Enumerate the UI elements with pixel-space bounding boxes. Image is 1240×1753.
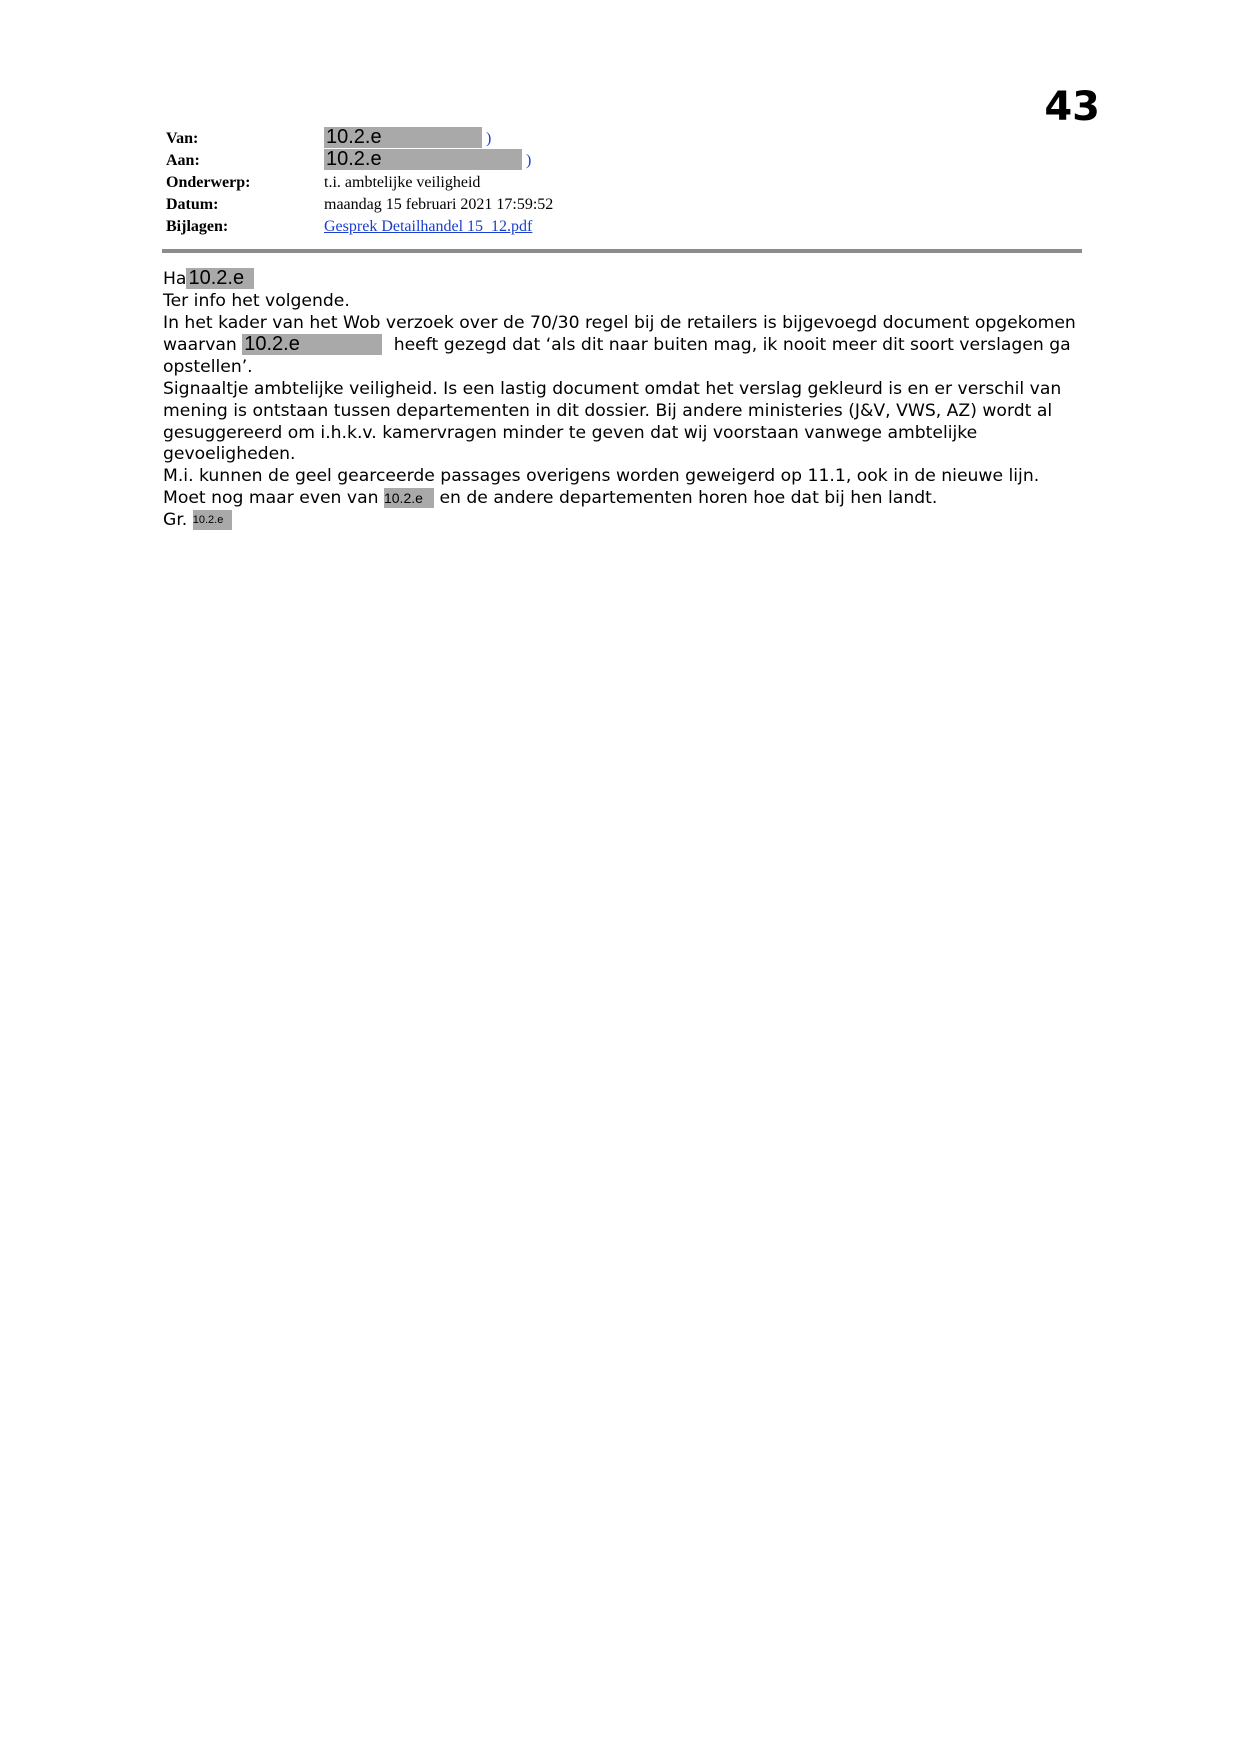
body-paragraph-2 [163,313,1083,379]
from-email-link[interactable]: ) [486,130,492,147]
page-number: 43 [1044,84,1100,130]
to-label: Aan: [166,152,200,169]
closing-prefix: Gr. [163,509,193,530]
greeting [163,268,1083,291]
p4-redaction: 10.2.e [384,488,434,508]
from-row [166,128,1086,150]
email-header [166,128,1086,238]
greeting-prefix: Ha [163,269,187,289]
closing [163,510,1083,532]
p2-text-after: heeft gezegd dat ‘als dit naar buiten mag, ik nooit meer dit soort verslagen ga opstellen’. [163,335,1071,378]
closing-redaction: 10.2.e [193,510,232,530]
attachments-row [166,216,1086,238]
attachments-label: Bijlagen: [166,218,229,235]
date-row [166,194,1086,216]
from-redaction: 10.2.e [324,127,482,148]
subject-value: t.i. ambtelijke veiligheid [324,174,481,191]
p2-redaction: 10.2.e [242,334,382,355]
to-redaction: 10.2.e [324,149,522,170]
attachment-link[interactable]: Gesprek Detailhandel 15_12.pdf [324,218,533,235]
date-label: Datum: [166,196,219,213]
date-value: maandag 15 februari 2021 17:59:52 [324,196,554,213]
p2-text-before: In het kader van het Wob verzoek over de 70/30 regel bij de retailers is bijgevoegd document opgekomen waarvan [163,312,1076,356]
to-email-link[interactable]: ) [526,152,532,169]
body-paragraph-3: Signaaltje ambtelijke veiligheid. Is een lastig document omdat het verslag gekleurd is en er verschil van mening is ontstaan tussen departementen in dit dossier. Bij andere ministeries (J&V, VWS, AZ) wordt al gesuggereerd om i.h.k.v. kamervragen minder te geven dat wij voorstaan vanwege ambtelijke gevoeligheden. [163,378,1062,465]
p4-text-before: M.i. kunnen de geel gearceerde passages overigens worden geweigerd op 11.1, ook in de nieuwe lijn. Moet nog maar even van [163,466,1040,508]
greeting-redaction: 10.2.e [186,268,254,289]
from-label: Van: [166,130,199,147]
header-divider [162,249,1082,253]
subject-row [166,172,1086,194]
p4-text-after: en de andere departementen horen hoe dat bij hen landt. [433,487,938,508]
to-row [166,150,1086,172]
subject-label: Onderwerp: [166,174,251,191]
body-line-1: Ter info het volgende. [163,290,350,311]
body-paragraph-4 [163,466,1083,510]
email-body [163,268,1083,532]
